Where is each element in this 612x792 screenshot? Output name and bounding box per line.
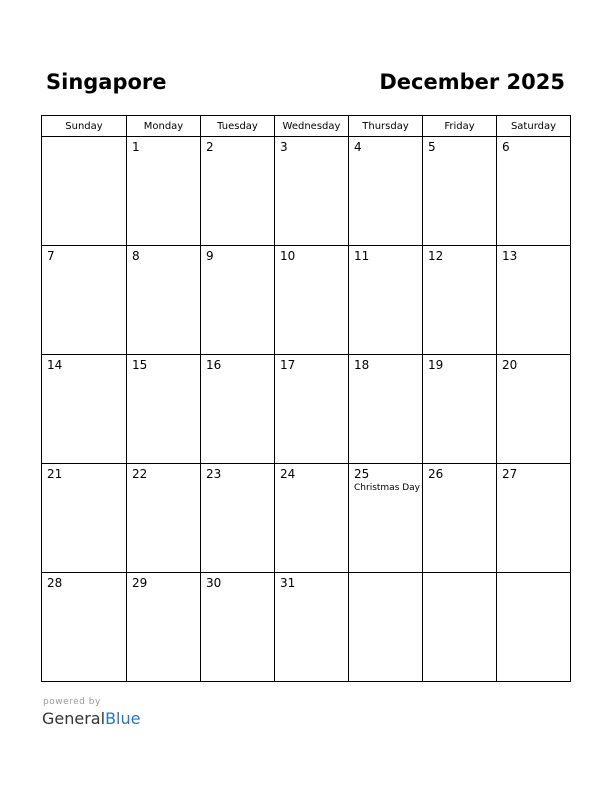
day-number: 21 bbox=[47, 467, 63, 481]
day-number: 1 bbox=[132, 140, 140, 154]
day-cell bbox=[275, 246, 349, 355]
day-number: 25 bbox=[354, 467, 370, 481]
day-number: 6 bbox=[502, 140, 510, 154]
day-number: 29 bbox=[132, 576, 148, 590]
day-number: 16 bbox=[206, 358, 222, 372]
weekday-friday: Friday bbox=[423, 116, 497, 137]
day-cell bbox=[423, 246, 497, 355]
day-cell bbox=[497, 246, 571, 355]
day-number: 19 bbox=[428, 358, 444, 372]
day-number: 7 bbox=[47, 249, 55, 263]
brand-name-general: General bbox=[42, 709, 106, 728]
day-cell bbox=[127, 137, 201, 246]
day-cell bbox=[423, 464, 497, 573]
day-number: 5 bbox=[428, 140, 436, 154]
day-number: 31 bbox=[280, 576, 296, 590]
week-row-5 bbox=[42, 573, 571, 682]
day-number: 11 bbox=[354, 249, 370, 263]
weekday-saturday: Saturday bbox=[497, 116, 571, 137]
day-number: 9 bbox=[206, 249, 214, 263]
day-number: 27 bbox=[502, 467, 518, 481]
day-cell bbox=[201, 137, 275, 246]
week-row-4 bbox=[42, 464, 571, 573]
day-cell bbox=[423, 137, 497, 246]
day-cell bbox=[42, 355, 127, 464]
day-cell bbox=[201, 464, 275, 573]
day-cell bbox=[349, 246, 423, 355]
day-number: 4 bbox=[354, 140, 362, 154]
day-cell bbox=[127, 246, 201, 355]
week-row-2 bbox=[42, 246, 571, 355]
day-cell bbox=[127, 464, 201, 573]
day-cell bbox=[275, 573, 349, 682]
day-cell bbox=[42, 573, 127, 682]
day-cell bbox=[275, 137, 349, 246]
holiday-label: Christmas Day bbox=[354, 483, 421, 493]
weekday-tuesday: Tuesday bbox=[201, 116, 275, 137]
day-number: 22 bbox=[132, 467, 148, 481]
day-cell bbox=[127, 573, 201, 682]
weekday-header-row bbox=[42, 116, 571, 137]
day-cell bbox=[423, 573, 497, 682]
day-cell bbox=[349, 464, 423, 573]
week-row-1 bbox=[42, 137, 571, 246]
day-number: 26 bbox=[428, 467, 444, 481]
day-cell bbox=[349, 573, 423, 682]
day-number: 8 bbox=[132, 249, 140, 263]
brand-logo[interactable] bbox=[42, 709, 140, 728]
day-cell bbox=[349, 355, 423, 464]
day-number: 23 bbox=[206, 467, 222, 481]
day-cell bbox=[497, 573, 571, 682]
day-cell bbox=[42, 464, 127, 573]
powered-by-label: powered by bbox=[43, 697, 101, 707]
day-number: 15 bbox=[132, 358, 148, 372]
weekday-sunday: Sunday bbox=[42, 116, 127, 137]
day-cell bbox=[349, 137, 423, 246]
weekday-wednesday: Wednesday bbox=[275, 116, 349, 137]
brand-name-blue: Blue bbox=[105, 709, 141, 728]
weekday-monday: Monday bbox=[127, 116, 201, 137]
day-number: 12 bbox=[428, 249, 444, 263]
day-cell bbox=[497, 464, 571, 573]
day-number: 17 bbox=[280, 358, 296, 372]
day-number: 13 bbox=[502, 249, 518, 263]
day-number: 10 bbox=[280, 249, 296, 263]
weekday-thursday: Thursday bbox=[349, 116, 423, 137]
day-number: 24 bbox=[280, 467, 296, 481]
day-cell bbox=[42, 246, 127, 355]
day-cell bbox=[275, 355, 349, 464]
month-year-title: December 2025 bbox=[379, 70, 565, 94]
day-cell bbox=[497, 355, 571, 464]
day-number: 3 bbox=[280, 140, 288, 154]
day-number: 2 bbox=[206, 140, 214, 154]
day-cell bbox=[423, 355, 497, 464]
week-row-3 bbox=[42, 355, 571, 464]
day-number: 18 bbox=[354, 358, 370, 372]
calendar-grid bbox=[41, 115, 571, 682]
day-number: 20 bbox=[502, 358, 518, 372]
country-title: Singapore bbox=[46, 70, 167, 94]
day-number: 14 bbox=[47, 358, 63, 372]
day-cell bbox=[127, 355, 201, 464]
day-cell bbox=[497, 137, 571, 246]
day-cell bbox=[201, 355, 275, 464]
day-cell bbox=[42, 137, 127, 246]
day-cell bbox=[201, 573, 275, 682]
day-number: 28 bbox=[47, 576, 63, 590]
day-number: 30 bbox=[206, 576, 222, 590]
day-cell bbox=[275, 464, 349, 573]
day-cell bbox=[201, 246, 275, 355]
